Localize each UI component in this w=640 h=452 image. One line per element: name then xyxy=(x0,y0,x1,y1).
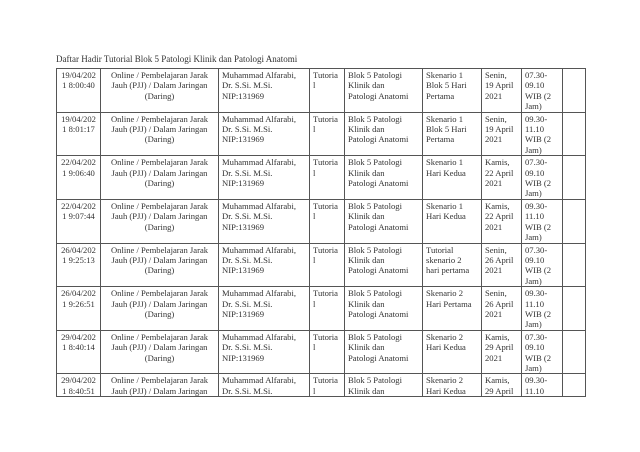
date-cell xyxy=(57,69,101,113)
time-cell-line: WIB (2 xyxy=(525,90,552,101)
day-cell-line: 2021 xyxy=(485,178,503,189)
scenario-cell-line: Pertama xyxy=(426,90,455,101)
mode-cell-line: (Daring) xyxy=(144,352,175,363)
day-cell-line: 19 April xyxy=(485,124,514,135)
time-cell-line: Jam) xyxy=(525,101,542,112)
time-cell-line: WIB (2 xyxy=(525,134,552,145)
scenario-cell-line: Skenario 2 xyxy=(426,331,463,342)
lecturer-cell xyxy=(219,112,310,156)
date-cell-line: 1 8:40:51 xyxy=(62,385,95,396)
time-cell-line: 07.30- xyxy=(525,70,548,80)
lecturer-cell-line: Dr. S.Si. M.Si. xyxy=(222,211,273,222)
attendance-table xyxy=(56,68,586,397)
day-cell-line: 26 April xyxy=(485,298,514,309)
lecturer-cell xyxy=(219,374,310,397)
block-cell-line: Blok 5 Patologi xyxy=(348,331,402,342)
day-cell-line: 19 April xyxy=(485,80,514,91)
time-cell-line: 09.10 xyxy=(525,167,545,178)
lecturer-cell-line: NIP:131969 xyxy=(222,134,265,145)
date-cell-line: 1 9:26:51 xyxy=(62,298,95,309)
table-row xyxy=(57,243,586,287)
empty-cell xyxy=(563,156,586,200)
attendance-table-body xyxy=(57,69,586,397)
table-row xyxy=(57,69,586,113)
date-cell xyxy=(57,374,101,397)
mode-cell xyxy=(101,287,219,331)
time-cell xyxy=(522,69,563,113)
time-cell-line: 09.30- xyxy=(525,200,548,211)
type-cell-line: l xyxy=(313,80,316,91)
day-cell-line: 2021 xyxy=(485,265,503,276)
day-cell xyxy=(482,374,522,397)
lecturer-cell xyxy=(219,69,310,113)
day-cell xyxy=(482,330,522,374)
block-cell xyxy=(345,199,423,243)
empty-cell xyxy=(563,287,586,331)
time-cell-line: 07.30- xyxy=(525,331,548,342)
block-cell xyxy=(345,69,423,113)
scenario-cell xyxy=(423,199,482,243)
scenario-cell-line: Hari Pertama xyxy=(426,298,472,309)
time-cell-line: Jam) xyxy=(525,362,542,373)
block-cell-line: Blok 5 Patologi xyxy=(348,288,402,299)
date-cell-line: 1 9:25:13 xyxy=(62,254,95,265)
mode-cell-line: Online / Pembelajaran Jarak xyxy=(110,200,209,211)
date-cell xyxy=(57,199,101,243)
day-cell-line: Senin, xyxy=(485,244,507,255)
scenario-cell-line: Skenario 2 xyxy=(426,375,463,386)
time-cell-line: 09.10 xyxy=(525,80,545,91)
block-cell-line: Patologi Anatomi xyxy=(348,134,409,145)
mode-cell-line: (Daring) xyxy=(144,265,175,276)
mode-cell-line: Jauh (PJJ) / Dalam Jaringan xyxy=(111,80,208,91)
date-cell-line: 22/04/202 xyxy=(61,157,96,168)
type-cell-line: Tutoria xyxy=(313,244,338,255)
type-cell xyxy=(310,69,345,113)
mode-cell-line: (Daring) xyxy=(144,134,175,145)
lecturer-cell-line: Muhammad Alfarabi, xyxy=(222,70,296,80)
day-cell-line: 2021 xyxy=(485,308,503,319)
time-cell-line: 11.10 xyxy=(525,211,545,222)
table-row xyxy=(57,199,586,243)
type-cell-line: l xyxy=(313,254,316,265)
block-cell xyxy=(345,287,423,331)
block-cell-line: Klinik dan xyxy=(348,80,385,91)
lecturer-cell-line: Dr. S.Si. M.Si. xyxy=(222,124,273,135)
mode-cell xyxy=(101,69,219,113)
time-cell-line: WIB (2 xyxy=(525,178,552,189)
mode-cell-line: Online / Pembelajaran Jarak xyxy=(110,113,209,124)
scenario-cell-line: Blok 5 Hari xyxy=(426,124,467,135)
type-cell-line: l xyxy=(313,342,316,353)
table-row xyxy=(57,374,586,397)
time-cell xyxy=(522,287,563,331)
type-cell-line: Tutoria xyxy=(313,288,338,299)
date-cell xyxy=(57,287,101,331)
day-cell-line: 29 April xyxy=(485,342,514,353)
mode-cell xyxy=(101,243,219,287)
lecturer-cell-line: Dr. S.Si. M.Si. xyxy=(222,254,273,265)
day-cell-line: 2021 xyxy=(485,90,503,101)
empty-cell xyxy=(563,330,586,374)
time-cell-line: Jam) xyxy=(525,188,542,199)
scenario-cell xyxy=(423,330,482,374)
time-cell-line: 11.10 xyxy=(525,124,545,135)
scenario-cell-line: Skenario 1 xyxy=(426,70,463,80)
mode-cell xyxy=(101,112,219,156)
lecturer-cell-line: Muhammad Alfarabi, xyxy=(222,200,296,211)
lecturer-cell xyxy=(219,199,310,243)
type-cell-line: Tutoria xyxy=(313,331,338,342)
day-cell xyxy=(482,243,522,287)
block-cell xyxy=(345,156,423,200)
block-cell-line: Klinik dan xyxy=(348,298,385,309)
lecturer-cell xyxy=(219,330,310,374)
day-cell-line: 22 April xyxy=(485,211,514,222)
mode-cell-line: Online / Pembelajaran Jarak xyxy=(110,288,209,299)
block-cell-line: Klinik dan xyxy=(348,385,385,396)
time-cell-line: 11.10 xyxy=(525,298,545,309)
type-cell xyxy=(310,287,345,331)
mode-cell xyxy=(101,330,219,374)
time-cell xyxy=(522,156,563,200)
date-cell xyxy=(57,156,101,200)
empty-cell xyxy=(563,374,586,397)
lecturer-cell xyxy=(219,287,310,331)
type-cell xyxy=(310,330,345,374)
table-row xyxy=(57,330,586,374)
scenario-cell-line: Blok 5 Hari xyxy=(426,80,467,91)
date-cell-line: 19/04/202 xyxy=(61,70,96,80)
time-cell-line: 09.10 xyxy=(525,342,545,353)
scenario-cell xyxy=(423,374,482,397)
date-cell xyxy=(57,243,101,287)
time-cell-line: Jam) xyxy=(525,275,542,286)
block-cell-line: Blok 5 Patologi xyxy=(348,375,402,386)
empty-cell xyxy=(563,199,586,243)
time-cell-line: 07.30- xyxy=(525,244,548,255)
mode-cell-line: Online / Pembelajaran Jarak xyxy=(110,70,209,80)
type-cell-line: Tutoria xyxy=(313,70,338,80)
mode-cell-line: Jauh (PJJ) / Dalam Jaringan xyxy=(111,211,208,222)
day-cell-line: 29 April xyxy=(485,385,514,396)
mode-cell-line: Jauh (PJJ) / Dalam Jaringan xyxy=(111,167,208,178)
block-cell-line: Blok 5 Patologi xyxy=(348,70,402,80)
mode-cell xyxy=(101,374,219,397)
block-cell-line: Blok 5 Patologi xyxy=(348,244,402,255)
empty-cell xyxy=(563,69,586,113)
mode-cell-line: Online / Pembelajaran Jarak xyxy=(110,244,209,255)
time-cell xyxy=(522,112,563,156)
lecturer-cell-line: Dr. S.Si. M.Si. xyxy=(222,385,273,396)
day-cell-line: 2021 xyxy=(485,134,503,145)
scenario-cell-line: Skenario 1 xyxy=(426,200,463,211)
type-cell-line: l xyxy=(313,124,316,135)
time-cell xyxy=(522,330,563,374)
time-cell-line: WIB (2 xyxy=(525,221,552,232)
date-cell-line: 1 9:06:40 xyxy=(62,167,95,178)
lecturer-cell xyxy=(219,156,310,200)
type-cell-line: l xyxy=(313,211,316,222)
block-cell-line: Patologi Anatomi xyxy=(348,178,409,189)
mode-cell-line: Online / Pembelajaran Jarak xyxy=(110,157,209,168)
time-cell-line: 09.30- xyxy=(525,375,548,386)
block-cell-line: Patologi Anatomi xyxy=(348,265,409,276)
date-cell-line: 22/04/202 xyxy=(61,200,96,211)
scenario-cell xyxy=(423,69,482,113)
date-cell xyxy=(57,112,101,156)
block-cell-line: Blok 5 Patologi xyxy=(348,157,402,168)
mode-cell-line: Jauh (PJJ) / Dalam Jaringan xyxy=(111,342,208,353)
day-cell-line: 2021 xyxy=(485,352,503,363)
scenario-cell-line: Hari Kedua xyxy=(426,211,466,222)
day-cell-line: Kamis, xyxy=(485,200,510,211)
time-cell-line: WIB (2 xyxy=(525,352,552,363)
scenario-cell-line: Hari Kedua xyxy=(426,342,466,353)
block-cell xyxy=(345,374,423,397)
empty-cell xyxy=(563,243,586,287)
mode-cell-line: (Daring) xyxy=(144,308,175,319)
date-cell-line: 1 8:01:17 xyxy=(62,124,95,135)
date-cell-line: 1 8:40:14 xyxy=(62,342,95,353)
day-cell-line: Senin, xyxy=(485,288,507,299)
day-cell-line: 22 April xyxy=(485,167,514,178)
date-cell-line: 26/04/202 xyxy=(61,244,96,255)
time-cell-line: 09.30- xyxy=(525,288,548,299)
table-row xyxy=(57,112,586,156)
day-cell xyxy=(482,112,522,156)
day-cell-line: 2021 xyxy=(485,221,503,232)
time-cell-line: WIB (2 xyxy=(525,265,552,276)
table-row xyxy=(57,156,586,200)
lecturer-cell-line: NIP:131969 xyxy=(222,352,265,363)
type-cell xyxy=(310,374,345,397)
block-cell xyxy=(345,330,423,374)
scenario-cell xyxy=(423,243,482,287)
type-cell xyxy=(310,112,345,156)
block-cell-line: Patologi Anatomi xyxy=(348,308,409,319)
type-cell xyxy=(310,199,345,243)
mode-cell-line: Online / Pembelajaran Jarak xyxy=(110,331,209,342)
lecturer-cell xyxy=(219,243,310,287)
day-cell-line: Senin, xyxy=(485,113,507,124)
lecturer-cell-line: NIP:131969 xyxy=(222,178,265,189)
scenario-cell-line: Tutorial xyxy=(426,244,454,255)
mode-cell-line: Jauh (PJJ) / Dalam Jaringan xyxy=(111,254,208,265)
day-cell-line: Kamis, xyxy=(485,331,510,342)
scenario-cell-line: Hari Kedua xyxy=(426,385,466,396)
mode-cell-line: Jauh (PJJ) / Dalam Jaringan xyxy=(111,124,208,135)
lecturer-cell-line: NIP:131969 xyxy=(222,308,265,319)
mode-cell xyxy=(101,199,219,243)
type-cell-line: Tutoria xyxy=(313,200,338,211)
mode-cell-line: (Daring) xyxy=(144,178,175,189)
scenario-cell-line: Skenario 1 xyxy=(426,113,463,124)
scenario-cell-line: Skenario 2 xyxy=(426,288,463,299)
lecturer-cell-line: NIP:131969 xyxy=(222,90,265,101)
type-cell-line: Tutoria xyxy=(313,113,338,124)
mode-cell-line: Jauh (PJJ) / Dalam Jaringan xyxy=(111,298,208,309)
block-cell-line: Klinik dan xyxy=(348,167,385,178)
scenario-cell xyxy=(423,112,482,156)
block-cell-line: Patologi Anatomi xyxy=(348,221,409,232)
type-cell xyxy=(310,156,345,200)
day-cell xyxy=(482,69,522,113)
mode-cell-line: Jauh (PJJ) / Dalam Jaringan xyxy=(111,385,208,396)
lecturer-cell-line: Muhammad Alfarabi, xyxy=(222,288,296,299)
day-cell-line: Kamis, xyxy=(485,375,510,386)
time-cell-line: WIB (2 xyxy=(525,308,552,319)
lecturer-cell-line: Dr. S.Si. M.Si. xyxy=(222,80,273,91)
type-cell-line: l xyxy=(313,385,316,396)
block-cell-line: Klinik dan xyxy=(348,254,385,265)
scenario-cell xyxy=(423,287,482,331)
lecturer-cell-line: Dr. S.Si. M.Si. xyxy=(222,342,273,353)
day-cell xyxy=(482,287,522,331)
day-cell xyxy=(482,156,522,200)
time-cell-line: Jam) xyxy=(525,319,542,330)
date-cell-line: 29/04/202 xyxy=(61,331,96,342)
block-cell xyxy=(345,112,423,156)
day-cell xyxy=(482,199,522,243)
mode-cell-line: (Daring) xyxy=(144,90,175,101)
table-row xyxy=(57,287,586,331)
lecturer-cell-line: Muhammad Alfarabi, xyxy=(222,331,296,342)
time-cell-line: 09.30- xyxy=(525,113,548,124)
block-cell-line: Patologi Anatomi xyxy=(348,352,409,363)
scenario-cell xyxy=(423,156,482,200)
block-cell-line: Blok 5 Patologi xyxy=(348,200,402,211)
lecturer-cell-line: Muhammad Alfarabi, xyxy=(222,244,296,255)
type-cell-line: l xyxy=(313,298,316,309)
lecturer-cell-line: NIP:131969 xyxy=(222,265,265,276)
mode-cell-line: (Daring) xyxy=(144,221,175,232)
block-cell-line: Klinik dan xyxy=(348,211,385,222)
scenario-cell-line: skenario 2 xyxy=(426,254,462,265)
lecturer-cell-line: Dr. S.Si. M.Si. xyxy=(222,298,273,309)
mode-cell xyxy=(101,156,219,200)
lecturer-cell-line: Dr. S.Si. M.Si. xyxy=(222,167,273,178)
block-cell xyxy=(345,243,423,287)
lecturer-cell-line: Muhammad Alfarabi, xyxy=(222,157,296,168)
document-title: Daftar Hadir Tutorial Blok 5 Patologi Klinik dan Patologi Anatomi xyxy=(56,54,298,64)
type-cell xyxy=(310,243,345,287)
date-cell-line: 1 9:07:44 xyxy=(62,211,95,222)
type-cell-line: Tutoria xyxy=(313,375,338,386)
date-cell-line: 26/04/202 xyxy=(61,288,96,299)
day-cell-line: Senin, xyxy=(485,70,507,80)
scenario-cell-line: Hari Kedua xyxy=(426,167,466,178)
block-cell-line: Klinik dan xyxy=(348,342,385,353)
empty-cell xyxy=(563,112,586,156)
time-cell xyxy=(522,374,563,397)
mode-cell-line: Online / Pembelajaran Jarak xyxy=(110,375,209,386)
block-cell-line: Blok 5 Patologi xyxy=(348,113,402,124)
lecturer-cell-line: NIP:131969 xyxy=(222,221,265,232)
time-cell-line: 07.30- xyxy=(525,157,548,168)
lecturer-cell-line: Muhammad Alfarabi, xyxy=(222,113,296,124)
day-cell-line: Kamis, xyxy=(485,157,510,168)
date-cell-line: 19/04/202 xyxy=(61,113,96,124)
time-cell xyxy=(522,243,563,287)
date-cell xyxy=(57,330,101,374)
scenario-cell-line: hari pertama xyxy=(426,265,470,276)
block-cell-line: Patologi Anatomi xyxy=(348,90,409,101)
block-cell-line: Klinik dan xyxy=(348,124,385,135)
lecturer-cell-line: Muhammad Alfarabi, xyxy=(222,375,296,386)
type-cell-line: Tutoria xyxy=(313,157,338,168)
time-cell-line: Jam) xyxy=(525,144,542,155)
time-cell xyxy=(522,199,563,243)
date-cell-line: 1 8:00:40 xyxy=(62,80,95,91)
day-cell-line: 26 April xyxy=(485,254,514,265)
scenario-cell-line: Skenario 1 xyxy=(426,157,463,168)
time-cell-line: Jam) xyxy=(525,232,542,243)
type-cell-line: l xyxy=(313,167,316,178)
scenario-cell-line: Pertama xyxy=(426,134,455,145)
time-cell-line: 11.10 xyxy=(525,385,545,396)
date-cell-line: 29/04/202 xyxy=(61,375,96,386)
time-cell-line: 09.10 xyxy=(525,254,545,265)
